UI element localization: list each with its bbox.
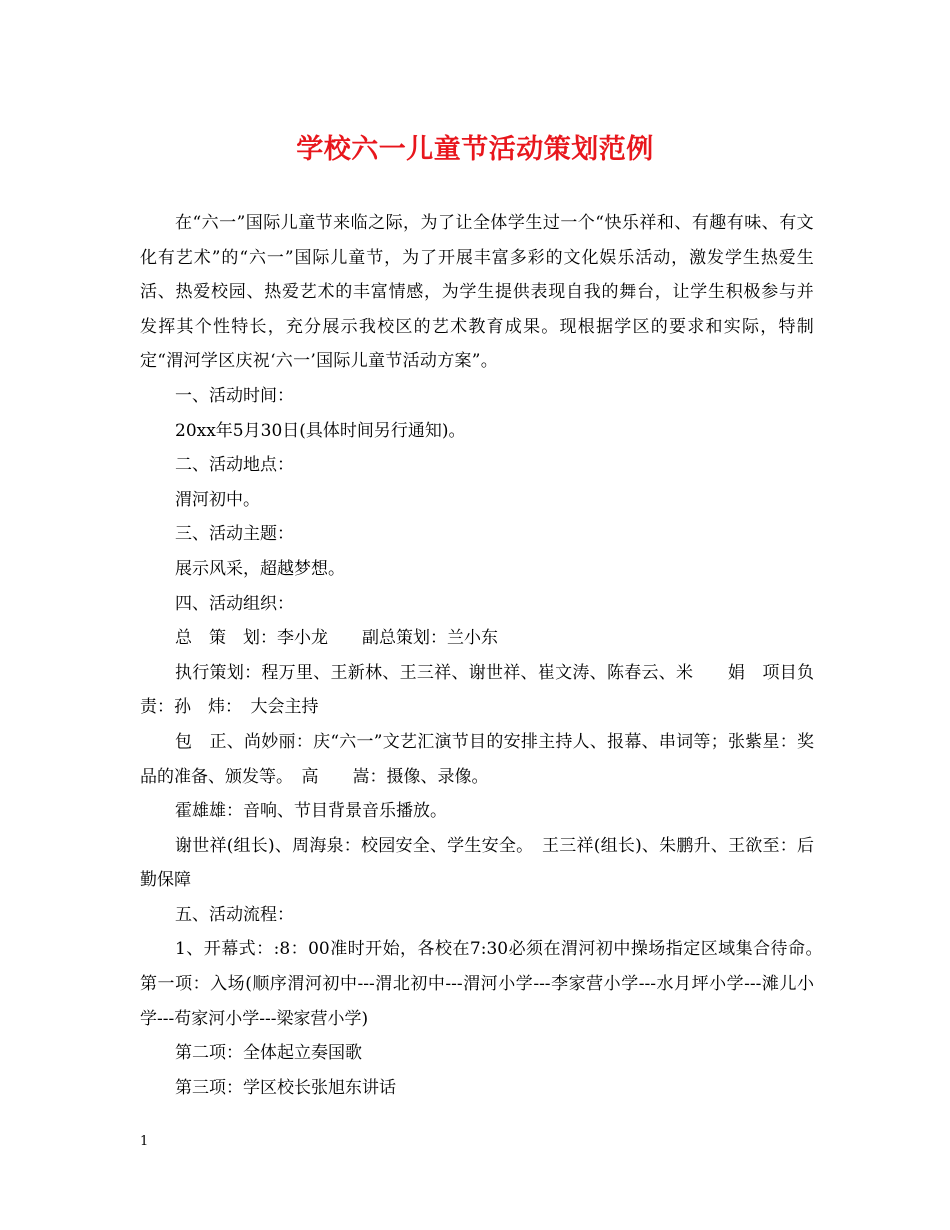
page-number: 1	[140, 1134, 149, 1149]
organization-planners: 总 策 划：李小龙 副总策划：兰小东	[175, 628, 498, 649]
process-opening: 1、开幕式：:8：00准时开始，各校在7:30必须在渭河初中操场指定区域集合待命。 第一项：入场(顺序渭河初中---渭北初中---渭河小学---李家营小学---水月坪小学---滩儿小学---苟家河小学---梁家营小学)	[140, 939, 831, 1029]
section-heading-location: 二、活动地点：	[175, 455, 294, 476]
process-item-2: 第二项：全体起立奏国歌	[175, 1043, 362, 1064]
organization-hosts: 包 正、尚妙丽：庆“六一”文艺汇演节目的安排主持人、报幕、串词等；张紫星：奖品的准备、颁发等。 高 嵩：摄像、录像。	[140, 731, 814, 787]
process-item-3: 第三项：学区校长张旭东讲话	[175, 1077, 396, 1098]
activity-date: 20xx年5月30日(具体时间另行通知)。	[175, 420, 466, 441]
organization-audio: 霍雄雄：音响、节目背景音乐播放。	[175, 801, 447, 822]
activity-theme: 展示风采，超越梦想。	[175, 558, 345, 579]
document-body	[140, 206, 831, 1105]
organization-executives: 执行策划：程万里、王新林、王三祥、谢世祥、崔文涛、陈春云、米 娟 项目负责：孙 炜： 大会主持	[140, 662, 814, 718]
document-title: 学校六一儿童节活动策划范例	[296, 134, 654, 165]
section-heading-theme: 三、活动主题：	[175, 524, 294, 545]
intro-paragraph: 在“六一”国际儿童节来临之际，为了让全体学生过一个“快乐祥和、有趣有味、有文化有艺术”的“六一”国际儿童节，为了开展丰富多彩的文化娱乐活动，激发学生热爱生活、热爱校园、热爱艺术的丰富情感，为学生提供表现自我的舞台，让学生积极参与并发挥其个性特长，充分展示我校区的艺术教育成果。现根据学区的要求和实际，特制定“渭河学区庆祝‘六一’国际儿童节活动方案”。	[140, 213, 814, 372]
activity-location: 渭河初中。	[175, 489, 260, 510]
organization-safety: 谢世祥(组长)、周海泉：校园安全、学生安全。 王三祥(组长)、朱鹏升、王欲至：后勤保障	[140, 835, 814, 891]
section-heading-process: 五、活动流程：	[175, 904, 294, 925]
section-heading-organization: 四、活动组织：	[175, 593, 294, 614]
section-heading-time: 一、活动时间：	[175, 385, 294, 406]
